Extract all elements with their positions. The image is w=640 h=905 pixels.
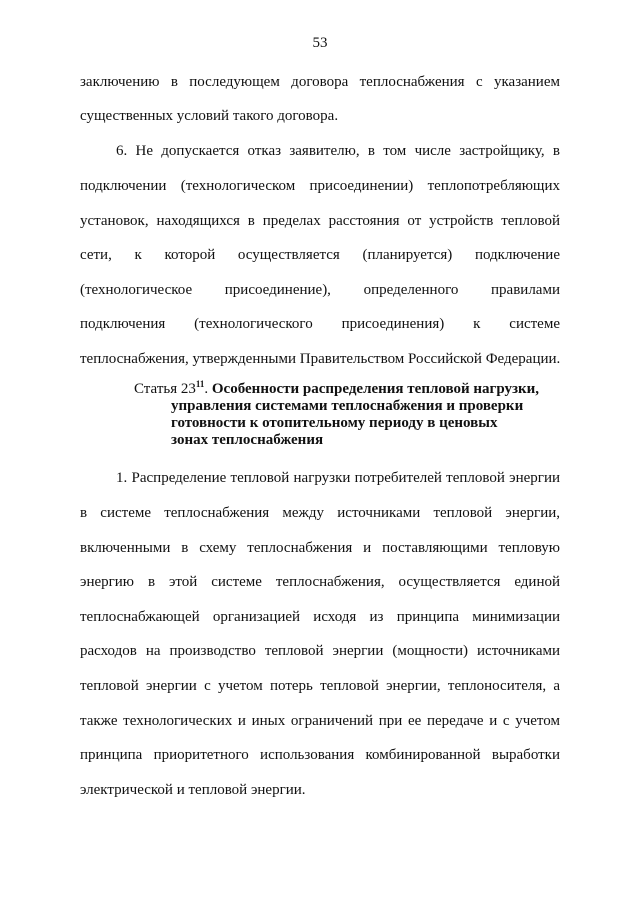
article-title-line: зонах теплоснабжения <box>171 432 324 448</box>
text-line: теплоснабжения, утвержденными Правительством Российской Федерации. <box>80 351 561 367</box>
text-line: подключении (технологическом присоединении) теплопотребляющих <box>80 178 560 194</box>
text-line: расходов на производство тепловой энергии (мощности) источниками <box>80 643 560 659</box>
article-heading <box>134 381 564 449</box>
text-line: тепловой энергии с учетом потерь тепловой энергии, теплоносителя, а <box>80 678 560 694</box>
article-title-text: Особенности распределения тепловой нагрузки, <box>211 381 540 397</box>
article-label-superscript: 11 <box>195 379 205 389</box>
text-line: теплоснабжающей организацией исходя из принципа минимизации <box>80 609 560 625</box>
article-label: Статья 23 <box>134 381 196 397</box>
article-title-line: управления системами теплоснабжения и проверки <box>171 398 524 414</box>
text-line: включенными в схему теплоснабжения и поставляющими тепловую <box>80 540 560 556</box>
text-line: установок, находящихся в пределах расстояния от устройств тепловой <box>80 213 560 229</box>
text-line: также технологических и иных ограничений при ее передаче и с учетом <box>80 713 560 729</box>
text-line: 6. Не допускается отказ заявителю, в том числе застройщику, в <box>116 143 560 159</box>
article-title-line: готовности к отопительному периоду в ценовых <box>171 415 498 431</box>
text-line: (технологическое присоединение), определенного правилами <box>80 282 560 298</box>
article-title-line <box>134 381 564 398</box>
text-line: принципа приоритетного использования комбинированной выработки <box>80 747 560 763</box>
page-number: 53 <box>312 35 328 51</box>
text-line: существенных условий такого договора. <box>80 108 339 124</box>
text-line: электрической и тепловой энергии. <box>80 782 306 798</box>
article-label-dot: . <box>204 381 212 397</box>
text-line: энергию в этой системе теплоснабжения, осуществляется единой <box>80 574 560 590</box>
text-line: сети, к которой осуществляется (планируется) подключение <box>80 247 560 263</box>
text-line: подключения (технологического присоединения) к системе <box>80 316 560 332</box>
text-line: в системе теплоснабжения между источниками тепловой энергии, <box>80 505 560 521</box>
text-line: заключению в последующем договора теплоснабжения с указанием <box>80 74 560 90</box>
text-line: 1. Распределение тепловой нагрузки потребителей тепловой энергии <box>116 470 560 486</box>
